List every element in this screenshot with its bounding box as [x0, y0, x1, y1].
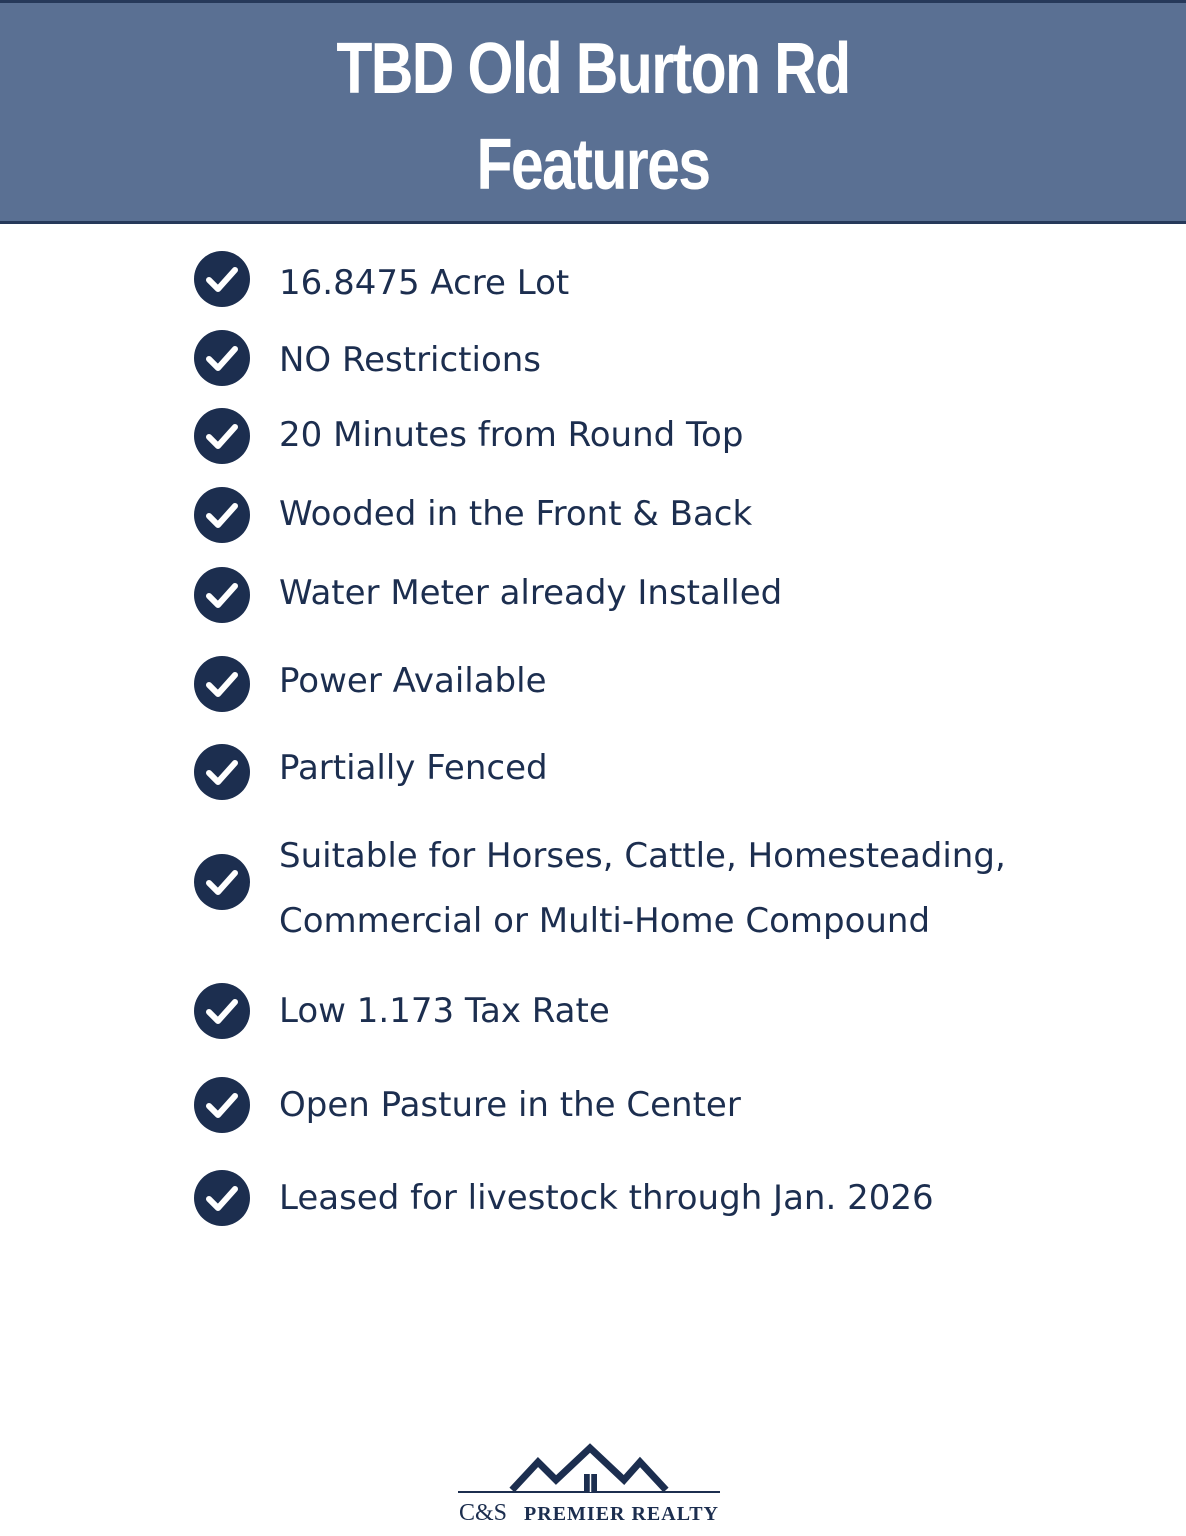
- check-circle-icon: [194, 487, 250, 543]
- header-banner: [0, 0, 1186, 224]
- check-circle-icon: [194, 983, 250, 1039]
- logo-initials: C&S: [459, 1500, 508, 1526]
- logo-company-name: PREMIER REALTY: [524, 1503, 719, 1525]
- feature-text: Water Meter already Installed: [279, 573, 783, 613]
- check-circle-icon: [194, 1170, 250, 1226]
- feature-text: Power Available: [279, 661, 547, 701]
- feature-text: 16.8475 Acre Lot: [279, 263, 570, 303]
- company-logo: [458, 1440, 720, 1536]
- check-circle-icon: [194, 251, 250, 307]
- logo-text: [458, 1500, 720, 1527]
- check-circle-icon: [194, 656, 250, 712]
- check-circle-icon: [194, 330, 250, 386]
- house-roof-logo-icon: [458, 1440, 720, 1500]
- check-circle-icon: [194, 567, 250, 623]
- check-circle-icon: [194, 854, 250, 910]
- feature-text: Leased for livestock through Jan. 2026: [279, 1178, 934, 1218]
- feature-text: Open Pasture in the Center: [279, 1085, 741, 1125]
- feature-text: Partially Fenced: [279, 748, 548, 788]
- feature-text: Low 1.173 Tax Rate: [279, 991, 610, 1031]
- feature-text: Suitable for Horses, Cattle, Homesteading, Commercial or Multi-Home Compound: [279, 836, 1006, 941]
- feature-text: Wooded in the Front & Back: [279, 494, 753, 534]
- check-circle-icon: [194, 744, 250, 800]
- page-title-line1: TBD Old Burton Rd: [336, 29, 850, 109]
- feature-text: 20 Minutes from Round Top: [279, 415, 744, 455]
- feature-text: NO Restrictions: [279, 340, 542, 380]
- check-circle-icon: [194, 408, 250, 464]
- page-title-line2: Features: [476, 125, 710, 205]
- check-circle-icon: [194, 1077, 250, 1133]
